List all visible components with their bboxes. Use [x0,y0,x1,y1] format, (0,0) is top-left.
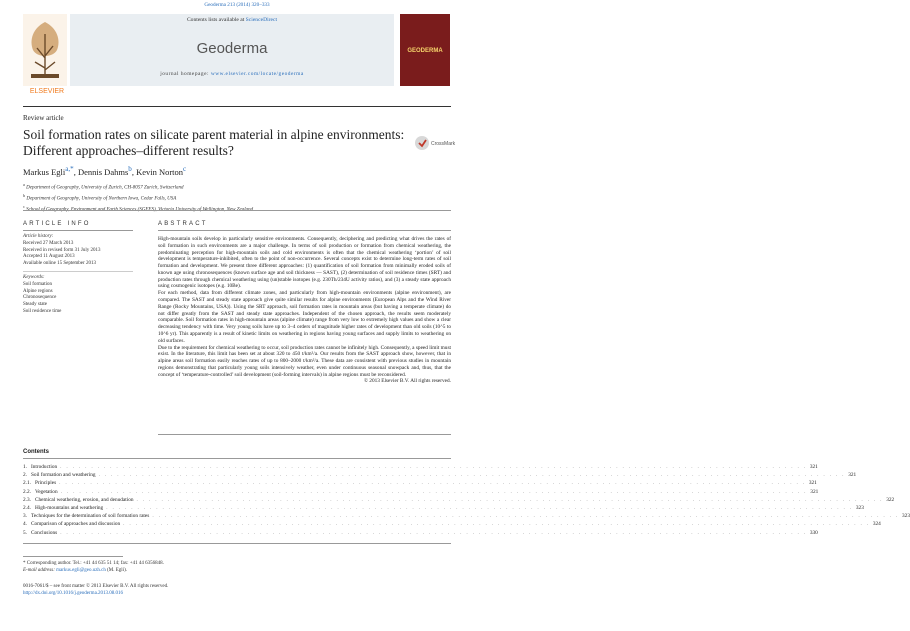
contents-prefix: Contents lists available at [186,17,245,23]
cover-title: GEODERMA [407,48,443,54]
keyword[interactable]: Chronosequence [23,295,57,301]
toc-entry-number: 4. [23,521,27,528]
abstract-copyright: © 2013 Elsevier B.V. All rights reserved. [363,378,451,385]
keywords-label: Keywords: [23,275,45,280]
toc-entry-page: 321 [810,488,819,495]
toc-leader-dots: . . . . . . . . . . . . . . . . . . . . . . . . . . . . . . . . . . . . . . . . . . . . . . . . . . . . . . . . . . . . . . . . . . . . . . . . . . . . . . . . . . . . . . . . . . . . . . . . . . . . . . . . . . . . . . . . . . . . . . . . [60,464,807,470]
abstract-rule [158,230,451,231]
author-affiliation-mark[interactable]: c [183,165,187,173]
toc-entry-title[interactable]: Chemical weathering, erosion, and denudation [34,496,134,503]
toc-entry-number: 3. [23,513,27,520]
toc-entry[interactable] [23,529,818,537]
toc-entry[interactable] [23,488,819,496]
contents-heading: Contents [23,449,49,455]
toc-entry-title[interactable]: Vegetation [34,488,58,495]
contents-rule [23,458,451,459]
author-name: Dennis Dahms [77,166,129,177]
section-divider [23,210,451,211]
homepage-prefix: journal homepage: [160,71,210,77]
journal-homepage-line [70,71,394,77]
keyword[interactable]: Alpine regions [23,288,53,294]
affiliation: $^a$ Department of Geography, University of Zurich, CH-8057 Zurich, Switzerland [23,182,184,191]
toc-entry[interactable] [23,520,881,528]
toc-leader-dots: . . . . . . . . . . . . . . . . . . . . . . . . . . . . . . . . . . . . . . . . . . . . . . . . . . . . . . . . . . . . . . . . . . . . . . . . . . . . . . . . . . . . . . . . . . . . . . . . . . . . . . . . . . . . . . . . . . . . . . . . [106,504,853,511]
author-name: Kevin Norton [136,166,184,177]
affiliation: c [23,204,25,210]
toc-entry-title[interactable]: Techniques for the determination of soil formation rates [30,513,150,520]
issn-line: 0016-7061/$ – see front matter © 2013 Elsevier B.V. All rights reserved. [23,584,169,589]
toc-entry-title[interactable]: Introduction [30,464,58,470]
article-history [23,234,100,268]
toc-entry-page: 330 [809,529,818,536]
contents-bottom-rule [23,543,451,544]
header-divider [23,106,451,107]
author-affiliation-mark[interactable]: a,* [65,165,74,173]
article-info-heading: ARTICLE INFO [23,221,91,227]
footnote-text: Corresponding author. Tel.: +41 44 635 51 14; fax: +41 44 6356848. [26,561,164,566]
doi-link[interactable]: http://dx.doi.org/10.1016/j.geoderma.2013.08.016 [23,591,124,596]
toc-entry-number: 2.3. [23,496,31,503]
crossmark-icon[interactable] [414,134,456,154]
toc-entry[interactable] [23,504,864,512]
history-label: Article history: [23,234,54,239]
toc-entry-page: 323 [855,504,864,511]
abstract-heading: ABSTRACT [158,221,208,227]
toc-entry-number: 2. [23,472,27,479]
keywords-divider [23,271,133,272]
toc-entry-title[interactable]: High-mountains and weathering [34,504,104,511]
toc-leader-dots: . . . . . . . . . . . . . . . . . . . . . . . . . . . . . . . . . . . . . . . . . . . . . . . . . . . . . . . . . . . . . . . . . . . . . . . . . . . . . . . . . . . . . . . . . . . . . . . . . . . . . . . . . . . . . . . . . . . . . . . . [123,521,870,528]
abstract-paragraph: High-mountain soils develop in particularly sensitive environments. Consequently, deciphering and predicting what drives the rates of soil formation in such environments are a major challenge. In terms of soil production or formation from chemical weathering, the predominating perception for high-mountain soils and cold environments is often that the chemical weathering ‘portion’ of soil development is temperature-inhibited, often to the point of non-occurrence. Several concepts exist to determine long-term rates of soil formation and development. We present three different approaches: (1) quantification of soil formation from minimally eroded soils of known age using chronosequences (known surface age and soil thickness — SAST), (2) determination of soil residence times (SRT) and production rates through chemical weathering using (un)stable isotopes (e.g. 230Th/234U activity ratios), and (3) a steady state approach using cosmogenic isotopes (e.g. 10Be). [158,236,451,290]
history-line: Received in revised form 31 July 2013 [23,247,101,253]
toc-leader-dots: . . . . . . . . . . . . . . . . . . . . . . . . . . . . . . . . . . . . . . . . . . . . . . . . . . . . . . . . . . . . . . . . . . . . . . . . . . . . . . . . . . . . . . . . . . . . . . . . . . . . . . . . . . . . . . . . . . . . . . . . [152,513,900,520]
footnote-rule [23,556,123,557]
corresponding-author-footnote [23,560,164,574]
author-affiliation-mark[interactable]: b [128,165,132,173]
abstract-paragraph: For each method, data from different climate zones, and particularly from high-mountain environments (alpine environment), are compared. The SAST and steady state approach give quite similar results for alpine environments (European Alps and the Wind River Range (Rocky Mountains, USA)). Using the SRT approach, soil formation rates in mountain areas (but having a temperate climate) do not differ greatly from the SAST and steady state approaches. Independent of the chosen approach, the results seem moderately comparable. Soil formation rates in high-mountain areas (alpine climate) range from very low to extremely high values and show a clear decreasing tendency with time. Very young soils have up to 3–4 orders of magnitude higher rates of development than old soils (10^5 to 10^6 yr). This apparently is a result of kinetic limits on weathering in regions having young surfaces and supply limits to weathering on old surfaces. [158,290,451,344]
toc-entry-number: 1. [23,464,27,470]
crossmark-label: CrossMark [431,141,456,147]
author-email-link[interactable]: markus.egli@geo.uzh.ch [56,568,106,573]
toc-entry[interactable] [23,512,910,520]
toc-leader-dots: . . . . . . . . . . . . . . . . . . . . . . . . . . . . . . . . . . . . . . . . . . . . . . . . . . . . . . . . . . . . . . . . . . . . . . . . . . . . . . . . . . . . . . . . . . . . . . . . . . . . . . . . . . . . . . . . . . . . . . . . [60,488,808,495]
history-line: Received 27 March 2013 [23,240,74,246]
toc-entry-number: 2.2. [23,488,31,495]
affiliation: $^b$ Department of Geography, University of Northern Iowa, Cedar Falls, USA [23,193,177,202]
keyword[interactable]: Steady state [23,302,48,308]
email-suffix: (M. Egli). [107,568,127,573]
toc-entry-title[interactable]: Soil formation and weathering [30,472,96,479]
toc-entry-page: 323 [902,513,910,520]
toc-leader-dots: . . . . . . . . . . . . . . . . . . . . . . . . . . . . . . . . . . . . . . . . . . . . . . . . . . . . . . . . . . . . . . . . . . . . . . . . . . . . . . . . . . . . . . . . . . . . . . . . . . . . . . . . . . . . . . . . . . . . . . . . [136,496,884,503]
abstract-paragraph: Due to the requirement for chemical weathering to occur, soil production rates cannot be infinitely high. Consequently, a speed limit must exist. In the literature, this limit has been set at about 320 to 450 t/km²/a. Our results from the SAST approach show, however, that in alpine areas soil formation easily reaches rates of up to 800–2000 t/km²/a. These data are consistent with previous studies in mountain regions demonstrating that particularly young soils intensively weather, even under continuous seasonal snowpack and, thus, that the concept of ‘temperature-controlled’ soil development (soil-forming intervals) in alpine regions must be reconsidered. [158,344,451,378]
toc-entry-number: 2.4. [23,504,31,511]
author-list: Markus Egli$^{a,*}$, Dennis Dahms$^b$, Kevin Norton$^c$ [23,165,187,177]
toc-entry[interactable] [23,463,818,471]
footnote-mark: * [23,561,26,566]
toc-leader-dots: . . . . . . . . . . . . . . . . . . . . . . . . . . . . . . . . . . . . . . . . . . . . . . . . . . . . . . . . . . . . . . . . . . . . . . . . . . . . . . . . . . . . . . . . . . . . . . . . . . . . . . . . . . . . . . . . . . . . . . . . [59,480,806,487]
article-type: Review article [23,114,64,122]
toc-entry-page: 324 [872,521,881,528]
article-title: Soil formation rates on silicate parent material in alpine environments: Different approaches–different results? [23,127,405,158]
toc-entry-title[interactable]: Comparison of approaches and discussion [30,521,121,528]
abstract-bottom-rule [158,434,451,435]
keyword[interactable]: Soil residence time [23,308,62,314]
toc-entry-page: 321 [848,472,857,479]
keyword[interactable]: Soil formation [23,281,53,287]
toc-entry-number: 2.1. [23,480,31,487]
article-info-rule [23,230,133,231]
toc-entry-page: 322 [886,496,895,503]
issn-block [23,583,168,597]
history-line: Accepted 11 August 2013 [23,254,75,260]
contents-available-line [70,17,394,23]
keywords [23,275,61,316]
table-of-contents [23,463,910,537]
abstract-text [158,236,451,385]
toc-entry[interactable] [23,471,857,479]
toc-entry[interactable] [23,479,817,487]
journal-citation[interactable]: Geoderma 213 (2014) 320–333 [204,2,270,8]
email-label: E-mail address: [23,568,55,573]
author-name: Markus Egli [23,166,66,177]
elsevier-wordmark: ELSEVIER [29,88,65,95]
toc-leader-dots: . . . . . . . . . . . . . . . . . . . . . . . . . . . . . . . . . . . . . . . . . . . . . . . . . . . . . . . . . . . . . . . . . . . . . . . . . . . . . . . . . . . . . . . . . . . . . . . . . . . . . . . . . . . . . . . . . . . . . . . . [60,529,807,536]
elsevier-tree-logo-icon[interactable] [23,14,67,86]
toc-entry-page: 321 [808,480,817,487]
history-line: Available online 15 September 2013 [23,261,96,267]
journal-name[interactable]: Geoderma [196,40,268,57]
toc-entry-number: 5. [23,529,27,536]
sciencedirect-link[interactable]: ScienceDirect [245,17,278,23]
toc-leader-dots: . . . . . . . . . . . . . . . . . . . . . . . . . . . . . . . . . . . . . . . . . . . . . . . . . . . . . . . . . . . . . . . . . . . . . . . . . . . . . . . . . . . . . . . . . . . . . . . . . . . . . . . . . . . . . . . . . . . . . . . . [98,472,846,479]
toc-entry-page: 321 [809,464,818,470]
toc-entry-title[interactable]: Conclusions [30,529,58,536]
toc-entry[interactable] [23,496,895,504]
journal-homepage-link[interactable]: www.elsevier.com/locate/geoderma [210,71,304,77]
toc-entry-title[interactable]: Principles [34,480,57,487]
